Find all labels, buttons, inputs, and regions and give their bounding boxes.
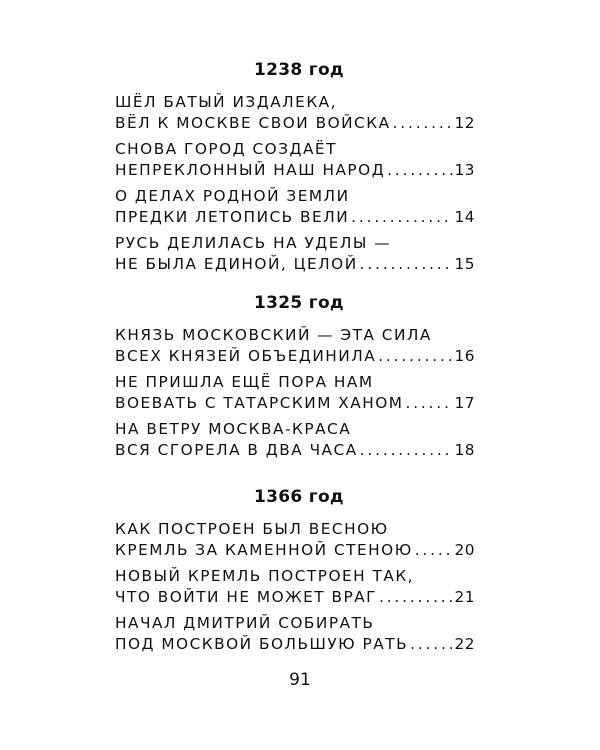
entry-page-number: 15 bbox=[454, 255, 475, 273]
entry-line-2 bbox=[115, 113, 475, 134]
entry-page-number: 21 bbox=[454, 588, 475, 606]
toc-entry bbox=[115, 139, 475, 181]
entry-line-2 bbox=[115, 207, 475, 228]
dot-leader bbox=[349, 207, 452, 228]
entry-page-number: 14 bbox=[454, 208, 475, 226]
entry-line-2 bbox=[115, 440, 475, 461]
entry-title-end: ВСЯ СГОРЕЛА В ДВА ЧАСА bbox=[115, 441, 358, 459]
entry-line-1: РУСЬ ДЕЛИЛАСЬ НА УДЕЛЫ — bbox=[115, 234, 392, 252]
entry-line-2 bbox=[115, 634, 475, 655]
dot-leader bbox=[408, 634, 452, 655]
section-heading: 1238 год bbox=[254, 60, 344, 80]
entry-title-end: ПРЕДКИ ЛЕТОПИСЬ ВЕЛИ bbox=[115, 208, 350, 226]
entry-page-number: 20 bbox=[454, 541, 475, 559]
entry-title-end: ВОЕВАТЬ С ТАТАРСКИМ ХАНОМ bbox=[115, 394, 404, 412]
dot-leader bbox=[376, 346, 452, 367]
entry-line-1: НОВЫЙ КРЕМЛЬ ПОСТРОЕН ТАК, bbox=[115, 567, 415, 585]
entry-title-end: ВСЕХ КНЯЗЕЙ ОБЪЕДИНИЛА bbox=[115, 347, 377, 365]
dot-leader bbox=[358, 440, 453, 461]
entry-title-end: КРЕМЛЬ ЗА КАМЕННОЙ СТЕНОЮ bbox=[115, 541, 413, 559]
entry-page-number: 12 bbox=[454, 114, 475, 132]
entry-page-number: 17 bbox=[454, 394, 475, 412]
entry-line-1: ШЁЛ БАТЫЙ ИЗДАЛЕКА, bbox=[115, 93, 338, 111]
dot-leader bbox=[358, 254, 453, 275]
entry-title-end: НЕ БЫЛА ЕДИНОЙ, ЦЕЛОЙ bbox=[115, 255, 358, 273]
toc-section-1238 bbox=[115, 60, 475, 280]
entry-line-1: КАК ПОСТРОЕН БЫЛ ВЕСНОЮ bbox=[115, 520, 389, 538]
entry-title-end: НЕПРЕКЛОННЫЙ НАШ НАРОД bbox=[115, 161, 386, 179]
dot-leader bbox=[385, 160, 452, 181]
entry-line-2 bbox=[115, 160, 475, 181]
entry-line-2 bbox=[115, 393, 475, 414]
toc-entry bbox=[115, 233, 475, 275]
toc-entry bbox=[115, 92, 475, 134]
toc-entry bbox=[115, 519, 475, 561]
entry-line-1: НАЧАЛ ДМИТРИЙ СОБИРАТЬ bbox=[115, 614, 375, 632]
entry-title-end: ПОД МОСКВОЙ БОЛЬШУЮ РАТЬ bbox=[115, 635, 409, 653]
dot-leader bbox=[403, 393, 452, 414]
entry-line-2 bbox=[115, 587, 475, 608]
entry-line-2 bbox=[115, 254, 475, 275]
toc-entry bbox=[115, 325, 475, 367]
entry-title-end: ЧТО ВОЙТИ НЕ МОЖЕТ ВРАГ bbox=[115, 588, 377, 606]
dot-leader bbox=[391, 113, 453, 134]
entry-line-1: О ДЕЛАХ РОДНОЙ ЗЕМЛИ bbox=[115, 187, 350, 205]
page-number: 91 bbox=[289, 670, 311, 690]
dot-leader bbox=[413, 540, 453, 561]
section-heading: 1366 год bbox=[254, 487, 344, 507]
entry-page-number: 22 bbox=[454, 635, 475, 653]
entry-line-1: СНОВА ГОРОД СОЗДАЁТ bbox=[115, 140, 337, 158]
section-heading: 1325 год bbox=[254, 293, 344, 313]
entry-page-number: 16 bbox=[454, 347, 475, 365]
dot-leader bbox=[377, 587, 453, 608]
entry-line-2 bbox=[115, 540, 475, 561]
entry-page-number: 18 bbox=[454, 441, 475, 459]
toc-section-1366 bbox=[115, 487, 475, 660]
entry-page-number: 13 bbox=[454, 161, 475, 179]
entry-line-1: НЕ ПРИШЛА ЕЩЁ ПОРА НАМ bbox=[115, 373, 374, 391]
entry-title-end: ВЁЛ К МОСКВЕ СВОИ ВОЙСКА bbox=[115, 114, 391, 132]
toc-entry bbox=[115, 419, 475, 461]
toc-entry bbox=[115, 566, 475, 608]
toc-entry bbox=[115, 613, 475, 655]
entry-line-1: НА ВЕТРУ МОСКВА-КРАСА bbox=[115, 420, 352, 438]
entry-line-1: КНЯЗЬ МОСКОВСКИЙ — ЭТА СИЛА bbox=[115, 326, 432, 344]
toc-section-1325 bbox=[115, 293, 475, 466]
entry-line-2 bbox=[115, 346, 475, 367]
toc-entry bbox=[115, 186, 475, 228]
toc-entry bbox=[115, 372, 475, 414]
